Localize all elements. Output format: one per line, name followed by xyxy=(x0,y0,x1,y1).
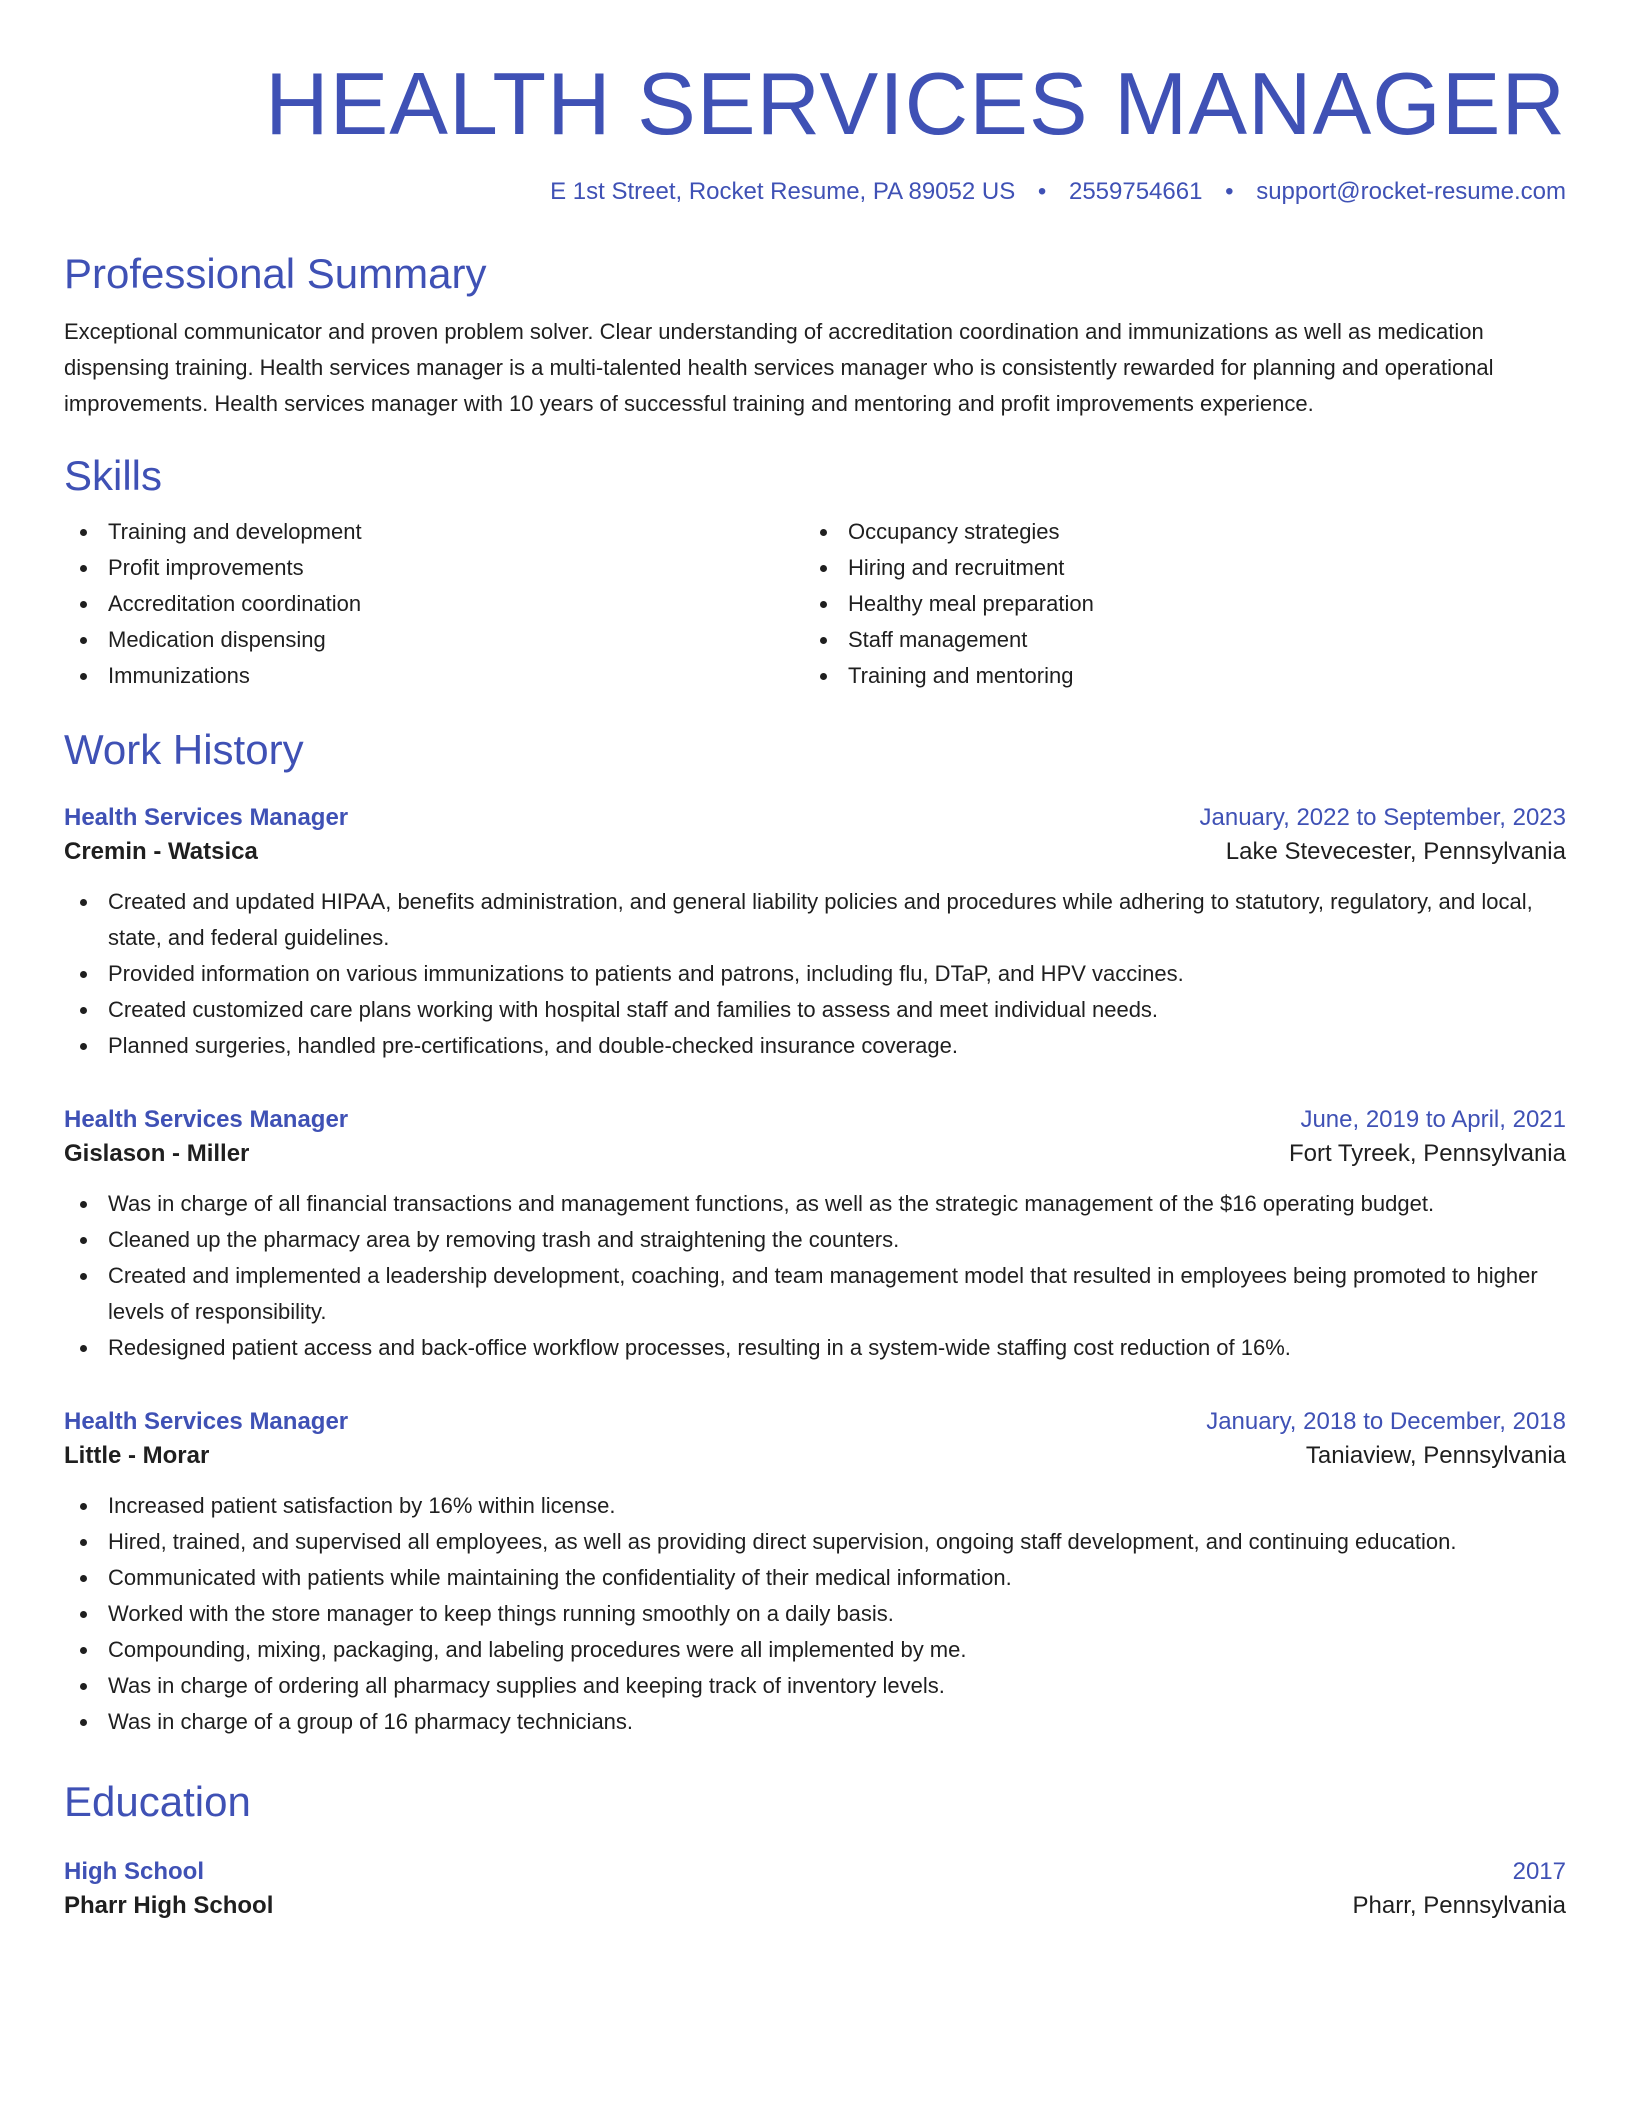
job-bullets xyxy=(64,884,1566,1064)
job-company: Gislason - Miller xyxy=(64,1140,250,1167)
education-school: Pharr High School xyxy=(64,1892,274,1919)
job-bullets xyxy=(64,1186,1566,1366)
job-bullets xyxy=(64,1488,1566,1740)
education-degree-row xyxy=(64,1856,1566,1888)
job-bullet: Created and updated HIPAA, benefits administration, and general liability policies and procedures while adhering to statutory, regulatory, and local, state, and federal guidelines. xyxy=(64,884,1566,956)
job-entry xyxy=(64,802,1566,1064)
job-bullet: Was in charge of ordering all pharmacy supplies and keeping track of inventory levels. xyxy=(64,1668,1566,1704)
contact-email: support@rocket-resume.com xyxy=(1256,178,1566,205)
work-history-heading: Work History xyxy=(64,726,304,773)
job-title: Health Services Manager xyxy=(64,804,349,831)
job-bullet: Created and implemented a leadership development, coaching, and team management model that resulted in employees being promoted to higher levels of responsibility. xyxy=(64,1258,1566,1330)
skill-item: Training and mentoring xyxy=(804,658,1544,694)
job-company: Little - Morar xyxy=(64,1442,210,1469)
job-bullet: Was in charge of a group of 16 pharmacy technicians. xyxy=(64,1704,1566,1740)
job-company-row xyxy=(64,834,1566,870)
contact-phone: 2559754661 xyxy=(1068,178,1203,205)
job-title-row xyxy=(64,1104,1566,1136)
work-history-section xyxy=(64,724,1566,1740)
contact-line xyxy=(64,176,1566,208)
skill-item: Staff management xyxy=(804,622,1544,658)
job-bullet: Provided information on various immunizations to patients and patrons, including flu, DTaP, and HPV vaccines. xyxy=(64,956,1566,992)
job-company-row xyxy=(64,1438,1566,1474)
job-title: Health Services Manager xyxy=(64,1106,349,1133)
job-bullet: Compounding, mixing, packaging, and labeling procedures were all implemented by me. xyxy=(64,1632,1566,1668)
education-year: 2017 xyxy=(1512,1858,1566,1885)
summary-text: Exceptional communicator and proven problem solver. Clear understanding of accreditation coordination and immunizations as well as medication dispensing training. Health services manager is a multi-talented health services manager who is consistently rewarded for planning and operational improvements. Health services manager with 10 years of successful training and mentoring and profit improvements experience. xyxy=(64,319,1494,416)
education-section xyxy=(64,1776,1566,1924)
skill-item: Occupancy strategies xyxy=(804,514,1544,550)
skill-item: Profit improvements xyxy=(64,550,804,586)
job-location: Taniaview, Pennsylvania xyxy=(1305,1442,1566,1469)
job-bullet: Created customized care plans working with hospital staff and families to assess and meet individual needs. xyxy=(64,992,1566,1028)
job-dates: January, 2022 to September, 2023 xyxy=(1199,804,1566,831)
job-bullet: Redesigned patient access and back-office workflow processes, resulting in a system-wide staffing cost reduction of 16%. xyxy=(64,1330,1566,1366)
job-dates: January, 2018 to December, 2018 xyxy=(1206,1408,1566,1435)
skill-item: Accreditation coordination xyxy=(64,586,804,622)
contact-separator: • xyxy=(1225,178,1234,205)
job-location: Fort Tyreek, Pennsylvania xyxy=(1288,1140,1566,1167)
skill-item: Healthy meal preparation xyxy=(804,586,1544,622)
skills-list-left xyxy=(64,514,804,694)
education-location: Pharr, Pennsylvania xyxy=(1352,1892,1566,1919)
job-bullet: Communicated with patients while maintaining the confidentiality of their medical information. xyxy=(64,1560,1566,1596)
education-degree: High School xyxy=(64,1858,204,1885)
summary-heading: Professional Summary xyxy=(64,250,487,297)
job-bullet: Worked with the store manager to keep things running smoothly on a daily basis. xyxy=(64,1596,1566,1632)
job-bullet: Planned surgeries, handled pre-certifications, and double-checked insurance coverage. xyxy=(64,1028,1566,1064)
skills-section xyxy=(64,450,1566,694)
skill-item: Training and development xyxy=(64,514,804,550)
job-title: Health Services Manager xyxy=(64,1408,349,1435)
education-school-row xyxy=(64,1888,1566,1924)
job-title-row xyxy=(64,1406,1566,1438)
skill-item: Immunizations xyxy=(64,658,804,694)
skills-heading: Skills xyxy=(64,452,163,499)
job-entry xyxy=(64,1104,1566,1366)
job-company: Cremin - Watsica xyxy=(64,838,258,865)
skills-list-right xyxy=(804,514,1544,694)
contact-separator: • xyxy=(1037,178,1047,205)
skill-item: Medication dispensing xyxy=(64,622,804,658)
job-company-row xyxy=(64,1136,1566,1172)
education-entry xyxy=(64,1856,1566,1924)
job-bullet: Hired, trained, and supervised all employees, as well as providing direct supervision, ongoing staff development, and continuing education. xyxy=(64,1524,1566,1560)
job-bullet: Increased patient satisfaction by 16% within license. xyxy=(64,1488,1566,1524)
education-heading: Education xyxy=(64,1778,251,1825)
resume-header xyxy=(64,56,1566,208)
skills-columns xyxy=(64,514,1566,694)
job-location: Lake Stevecester, Pennsylvania xyxy=(1225,838,1566,865)
job-bullet: Was in charge of all financial transactions and management functions, as well as the strategic management of the $16 operating budget. xyxy=(64,1186,1566,1222)
contact-address: E 1st Street, Rocket Resume, PA 89052 US xyxy=(550,178,1016,205)
job-bullet: Cleaned up the pharmacy area by removing trash and straightening the counters. xyxy=(64,1222,1566,1258)
job-entry xyxy=(64,1406,1566,1740)
job-dates: June, 2019 to April, 2021 xyxy=(1300,1106,1566,1133)
skill-item: Hiring and recruitment xyxy=(804,550,1544,586)
candidate-name: HEALTH SERVICES MANAGER xyxy=(265,54,1566,153)
summary-section xyxy=(64,248,1566,422)
job-title-row xyxy=(64,802,1566,834)
